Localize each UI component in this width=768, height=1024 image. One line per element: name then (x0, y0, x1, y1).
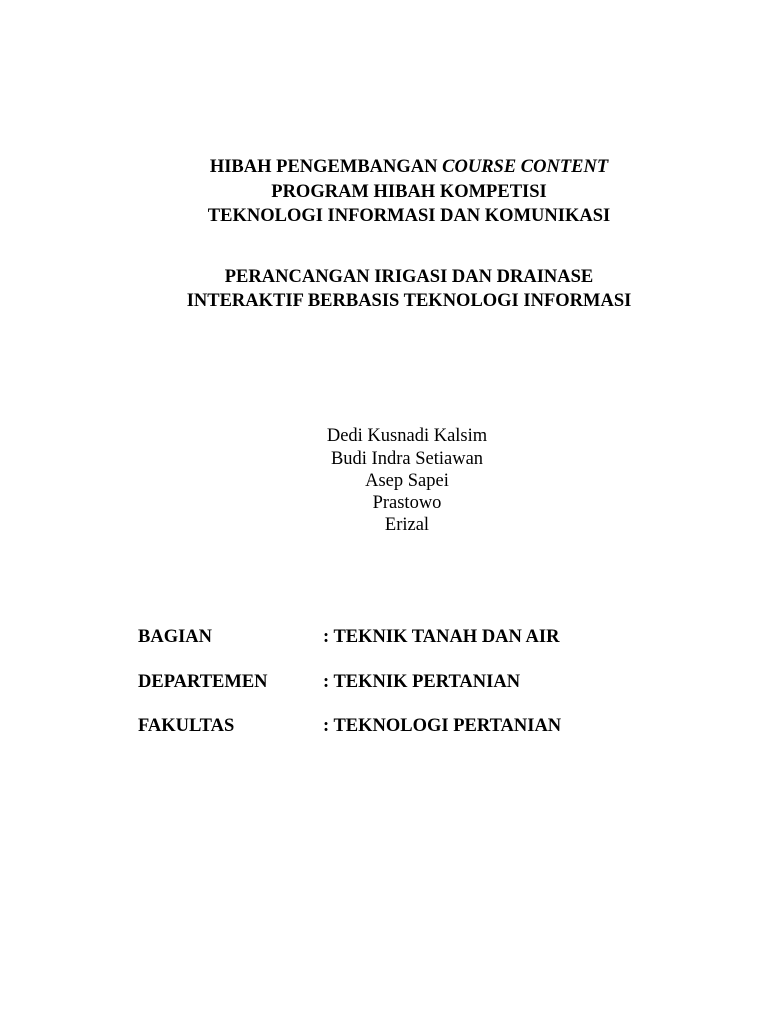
info-label-bagian: BAGIAN (138, 627, 213, 647)
heading-line-1-italic: COURSE CONTENT (442, 157, 609, 177)
info-value-fakultas: : TEKNOLOGI PERTANIAN (323, 716, 562, 736)
author-name: Erizal (384, 515, 430, 535)
author-name: Prastowo (372, 493, 442, 513)
author-name: Dedi Kusnadi Kalsim (326, 426, 488, 446)
info-value-bagian: : TEKNIK TANAH DAN AIR (323, 627, 560, 647)
info-label-fakultas: FAKULTAS (138, 716, 235, 736)
info-label-departemen: DEPARTEMEN (138, 672, 268, 692)
heading-line-2: PROGRAM HIBAH KOMPETISI (271, 182, 547, 202)
info-value-departemen: : TEKNIK PERTANIAN (323, 672, 521, 692)
title-line-2: INTERAKTIF BERBASIS TEKNOLOGI INFORMASI (186, 291, 632, 311)
heading-line-1 (0, 156, 768, 178)
heading-line-3: TEKNOLOGI INFORMASI DAN KOMUNIKASI (207, 206, 611, 226)
author-name: Asep Sapei (365, 471, 449, 491)
author-name: Budi Indra Setiawan (330, 449, 484, 469)
heading-line-1-text: HIBAH PENGEMBANGAN (209, 157, 443, 177)
title-line-1: PERANCANGAN IRIGASI DAN DRAINASE (224, 267, 594, 287)
